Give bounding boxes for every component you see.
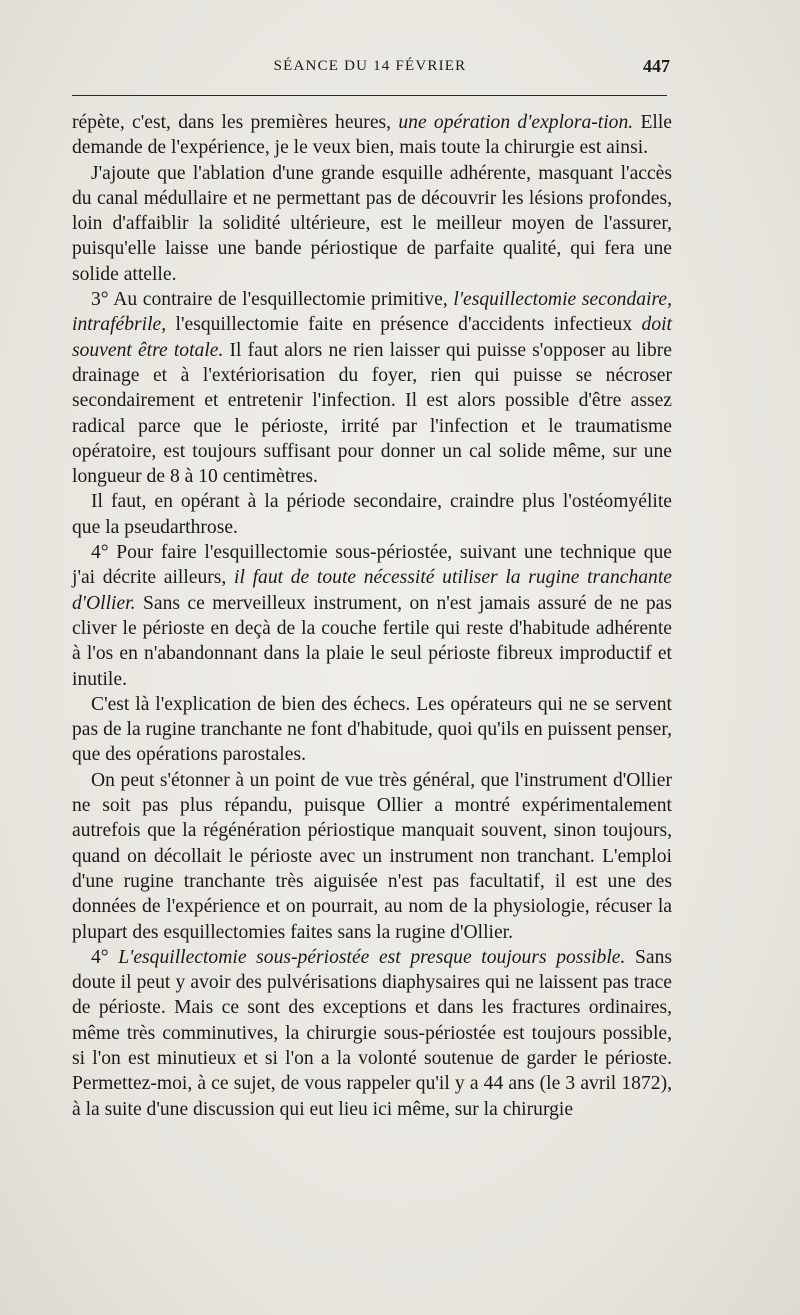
paragraph-5 — [72, 540, 672, 692]
running-head: SÉANCE DU 14 FÉVRIER — [273, 58, 467, 74]
paragraph-4 — [72, 489, 672, 540]
paragraph-1 — [72, 110, 672, 161]
paragraph-6 — [72, 692, 672, 768]
text-run: J'ajoute que l'ablation d'une grande esquille adhérente, masquant l'accès du canal médullaire et ne permettant pas de découvrir les lésions profondes, loin d'affaiblir la solidité ultérieure, est le meilleur moyen de l'assurer, puisqu'elle laisse une bande périostique de parfaite qualité, qui fera une solide attelle. — [72, 162, 672, 285]
text-run: C'est là l'explication de bien des échecs. Les opérateurs qui ne se servent pas de la rugine tranchante ne font d'habitude, quoi qu'ils en puissent penser, que des opérations parostales. — [72, 693, 672, 766]
page-number: 447 — [643, 56, 670, 76]
text-run: 4° Pour faire l'esquillectomie sous-périostée, suivant une technique que j'ai décrite ailleurs, — [72, 542, 672, 589]
italic-text-run: l'esquillectomie secondaire, intrafébrile, — [72, 289, 672, 336]
italic-text-run: il faut de toute nécessité utiliser la rugine tranchante d'Ollier. — [72, 567, 672, 614]
body-text — [72, 110, 672, 1122]
text-run: Sans doute il peut y avoir des pulvérisations diaphysaires qui ne laissent pas trace de périoste. Mais ce sont des exceptions et dans les fractures ordinaires, même très comminutives, la chirurgie sous-périostée est toujours possible, si l'on est minutieux et si l'on a la volonté soutenue de garder le périoste. Permettez-moi, à ce sujet, de vous rappeler qu'il y a 44 ans (le 3 avril 1872), à la suite d'une discussion qui eut lieu ici même, sur la chirurgie — [72, 946, 672, 1120]
paragraph-2 — [72, 161, 672, 287]
text-run: 3° Au contraire de l'esquillectomie primitive, — [91, 289, 454, 311]
text-run: Il faut, en opérant à la période secondaire, craindre plus l'ostéomyélite que la pseudarthrose. — [72, 491, 672, 538]
paragraph-8 — [72, 945, 672, 1122]
text-run: 4° — [91, 946, 119, 968]
paragraph-3 — [72, 287, 672, 489]
text-run: Il faut alors ne rien laisser qui puisse s'opposer au libre drainage et à l'extériorisation du foyer, rien qui puisse se nécroser secondairement et entretenir l'infection. Il est alors possible d'être assez radical parce que le périoste, irrité par l'infection et le traumatisme opératoire, est toujours suffisant pour donner un cal solide même, sur une longueur de 8 à 10 centimètres. — [72, 339, 673, 488]
italic-text-run: doit souvent être totale. — [72, 314, 672, 361]
italic-text-run: L'esquillectomie sous-périostée est presque toujours possible. — [118, 946, 626, 968]
header-rule — [72, 95, 667, 96]
italic-text-run: une opération d'explora-tion. — [398, 112, 634, 133]
text-run: Sans ce merveilleux instrument, on n'est jamais assuré de ne pas cliver le périoste en deçà de la couche fertile qui reste d'habitude adhérente à l'os en n'abandonnant dans la plaie le seul périoste fibreux improductif et inutile. — [72, 592, 672, 690]
text-run: répète, c'est, dans les premières heures, — [72, 112, 399, 133]
text-run: On peut s'étonner à un point de vue très général, que l'instrument d'Ollier ne soit pas plus répandu, puisque Ollier a montré expérimentalement autrefois que la régénération périostique manquait souvent, sinon toujours, quand on décollait le périoste avec un instrument non tranchant. L'emploi d'une rugine tranchante très aiguisée n'est pas facultatif, il est une des données de l'expérience et on pourrait, au nom de la physiologie, récuser la plupart des esquillectomies faites sans la rugine d'Ollier. — [72, 769, 672, 943]
text-run: Elle demande de l'expérience, je le veux bien, mais toute la chirurgie est ainsi. — [72, 112, 672, 159]
page-header — [70, 52, 670, 80]
text-run: l'esquillectomie faite en présence d'accidents infectieux — [166, 314, 642, 336]
paragraph-7 — [72, 768, 672, 945]
